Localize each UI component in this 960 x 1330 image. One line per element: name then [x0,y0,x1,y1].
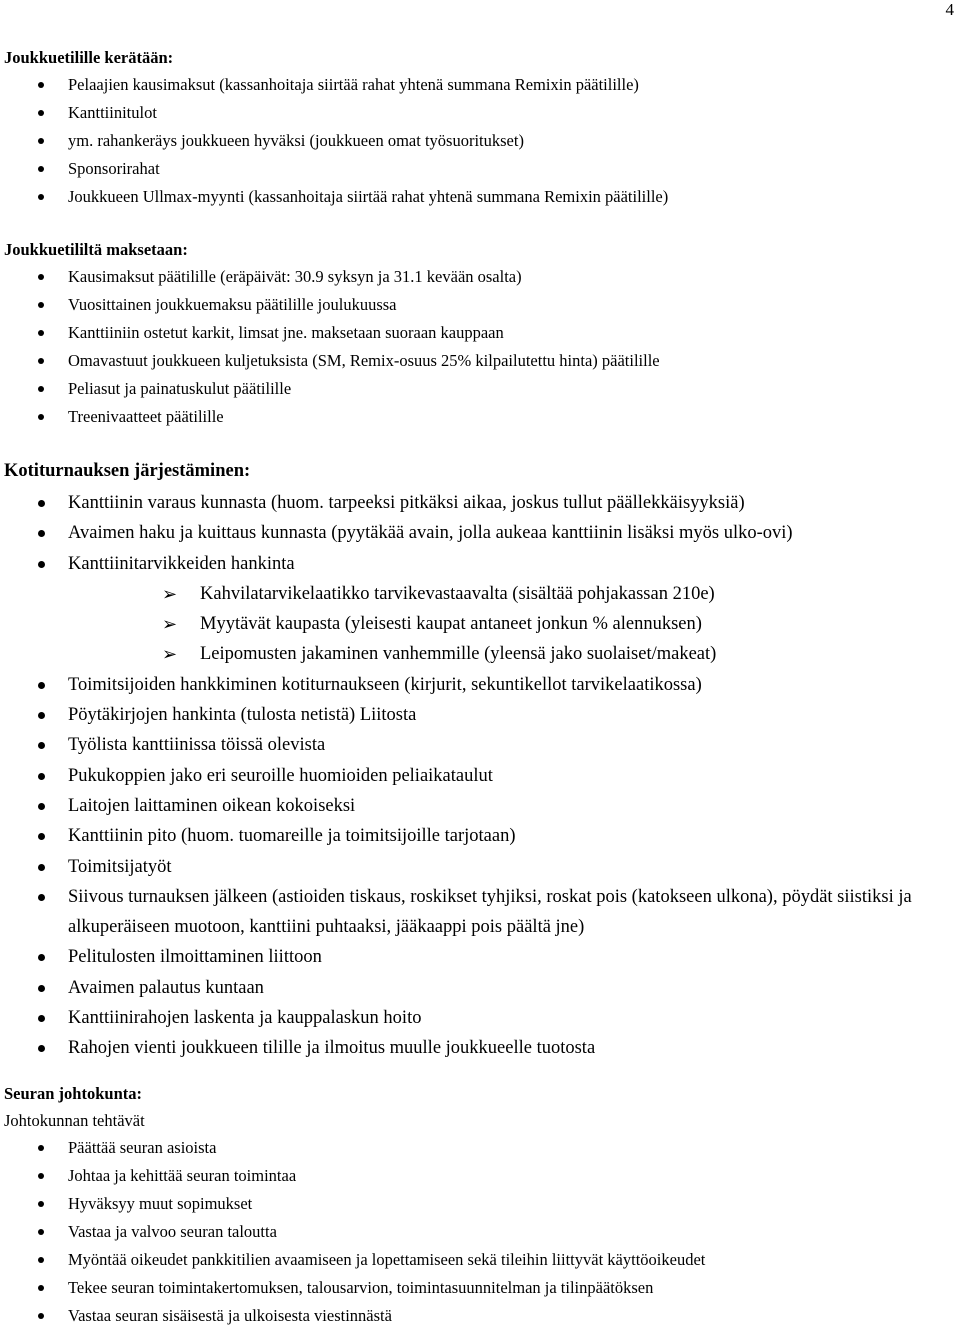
list-item: Kanttiinin pito (huom. tuomareille ja toimitsijoille tarjotaan) [4,821,956,851]
list-item: Rahojen vienti joukkueen tilille ja ilmoitus muulle joukkueelle tuotosta [4,1033,956,1063]
list-item: ym. rahankeräys joukkueen hyväksi (joukkueen omat työsuoritukset) [4,127,956,155]
list-item: Pelaajien kausimaksut (kassanhoitaja siirtää rahat yhtenä summana Remixin päätilille) [4,71,956,99]
list-item: Toimitsijoiden hankkiminen kotiturnaukseen (kirjurit, sekuntikellot tarvikelaatikossa) [4,670,956,700]
list-item: Peliasut ja painatuskulut päätilille [4,375,956,403]
sub-list-item: ➢ Myytävät kaupasta (yleisesti kaupat antaneet jonkun % alennuksen) [4,609,956,639]
list-item: Kanttiinin varaus kunnasta (huom. tarpeeksi pitkäksi aikaa, joskus tullut päällekkäisyyksiä) [4,488,956,518]
bullet-icon [38,864,45,871]
bullet-list [4,71,956,211]
section-heading: Seuran johtokunta: [4,1084,142,1103]
list-item: Päättää seuran asioista [4,1134,956,1162]
arrow-bullet-icon: ➢ [162,583,178,604]
sub-list-item: ➢ Leipomusten jakaminen vanhemmille (yleensä jako suolaiset/makeat) [4,639,956,669]
bullet-icon [38,330,44,336]
bullet-icon [38,500,45,507]
section-subheading: Johtokunnan tehtävät [4,1111,145,1130]
list-item: Tekee seuran toimintakertomuksen, talousarvion, toimintasuunnitelman ja tilinpäätöksen [4,1274,956,1302]
bullet-icon [38,138,44,144]
bullet-icon [38,194,44,200]
list-item: Johtaa ja kehittää seuran toimintaa [4,1162,956,1190]
bullet-icon [38,274,44,280]
bullet-icon [38,110,44,116]
section-heading: Joukkuetililtä maksetaan: [4,240,188,259]
list-item: Omavastuut joukkueen kuljetuksista (SM, Remix-osuus 25% kilpailutettu hinta) päätilille [4,347,956,375]
list-item: Joukkueen Ullmax-myynti (kassanhoitaja siirtää rahat yhtenä summana Remixin päätilille) [4,183,956,211]
bullet-icon [38,894,45,901]
bullet-icon [38,773,45,780]
list-item: Siivous turnauksen jälkeen (astioiden tiskaus, roskikset tyhjiksi, roskat pois (katokseen ulkona), pöydät siistiksi ja alkuperäiseen muotoon, kanttiini puhtaaksi, jääkaappi pois päältä jne) [4,882,956,943]
bullet-icon [38,712,45,719]
bullet-icon [38,302,44,308]
list-item: Treenivaatteet päätilille [4,403,956,431]
list-item: Kanttiiniin ostetut karkit, limsat jne. maksetaan suoraan kauppaan [4,319,956,347]
bullet-icon [38,561,45,568]
list-item: Kanttiinitarvikkeiden hankinta [4,549,956,579]
list-item: Vastaa seuran sisäisestä ja ulkoisesta viestinnästä [4,1302,956,1330]
bullet-icon [38,1045,45,1052]
list-item: Laitojen laittaminen oikean kokoiseksi [4,791,956,821]
bullet-icon [38,1201,44,1207]
arrow-bullet-icon: ➢ [162,644,178,665]
bullet-list [4,1134,956,1330]
list-item: Hyväksyy muut sopimukset [4,1190,956,1218]
list-item: Kanttiinirahojen laskenta ja kauppalaskun hoito [4,1003,956,1033]
bullet-icon [38,954,45,961]
bullet-icon [38,742,45,749]
list-item: Kausimaksut päätilille (eräpäivät: 30.9 syksyn ja 31.1 kevään osalta) [4,263,956,291]
bullet-icon [38,1145,44,1151]
bullet-icon [38,1257,44,1263]
section-kotiturnaus [4,456,956,1064]
bullet-icon [38,1173,44,1179]
bullet-icon [38,166,44,172]
list-item: Toimitsijatyöt [4,852,956,882]
list-item: Pelitulosten ilmoittaminen liittoon [4,942,956,972]
list-item: Pukukoppien jako eri seuroille huomioiden peliaikataulut [4,761,956,791]
bullet-icon [38,530,45,537]
list-item: Työlista kanttiinissa töissä olevista [4,730,956,760]
section-heading: Joukkuetilille kerätään: [4,48,174,67]
section-heading: Kotiturnauksen järjestäminen: [4,461,251,481]
bullet-icon [38,1285,44,1291]
bullet-icon [38,414,44,420]
bullet-icon [38,1015,45,1022]
bullet-icon [38,1229,44,1235]
arrow-bullet-icon: ➢ [162,614,178,635]
list-item: Vuosittainen joukkuemaksu päätilille joulukuussa [4,291,956,319]
bullet-icon [38,833,45,840]
list-item: Pöytäkirjojen hankinta (tulosta netistä) Liitosta [4,700,956,730]
list-item: Avaimen palautus kuntaan [4,973,956,1003]
section-joukkuetililta [4,237,956,431]
bullet-icon [38,386,44,392]
bullet-icon [38,682,45,689]
list-item: Sponsorirahat [4,155,956,183]
bullet-list [4,488,956,1064]
bullet-icon [38,82,44,88]
section-joukkuetilille [4,45,956,211]
sub-list-item: ➢ Kahvilatarvikelaatikko tarvikevastaavalta (sisältää pohjakassan 210e) [4,579,956,609]
bullet-list [4,263,956,431]
bullet-icon [38,1313,44,1319]
section-johtokunta [4,1080,956,1330]
page-number: 4 [945,0,954,19]
list-item: Avaimen haku ja kuittaus kunnasta (pyytäkää avain, jolla aukeaa kanttiinin lisäksi myös ulko-ovi) [4,518,956,548]
bullet-icon [38,358,44,364]
bullet-icon [38,985,45,992]
list-item: Myöntää oikeudet pankkitilien avaamiseen ja lopettamiseen sekä tileihin liittyvät käyttöoikeudet [4,1246,956,1274]
list-item: Vastaa ja valvoo seuran taloutta [4,1218,956,1246]
list-item: Kanttiinitulot [4,99,956,127]
bullet-icon [38,803,45,810]
